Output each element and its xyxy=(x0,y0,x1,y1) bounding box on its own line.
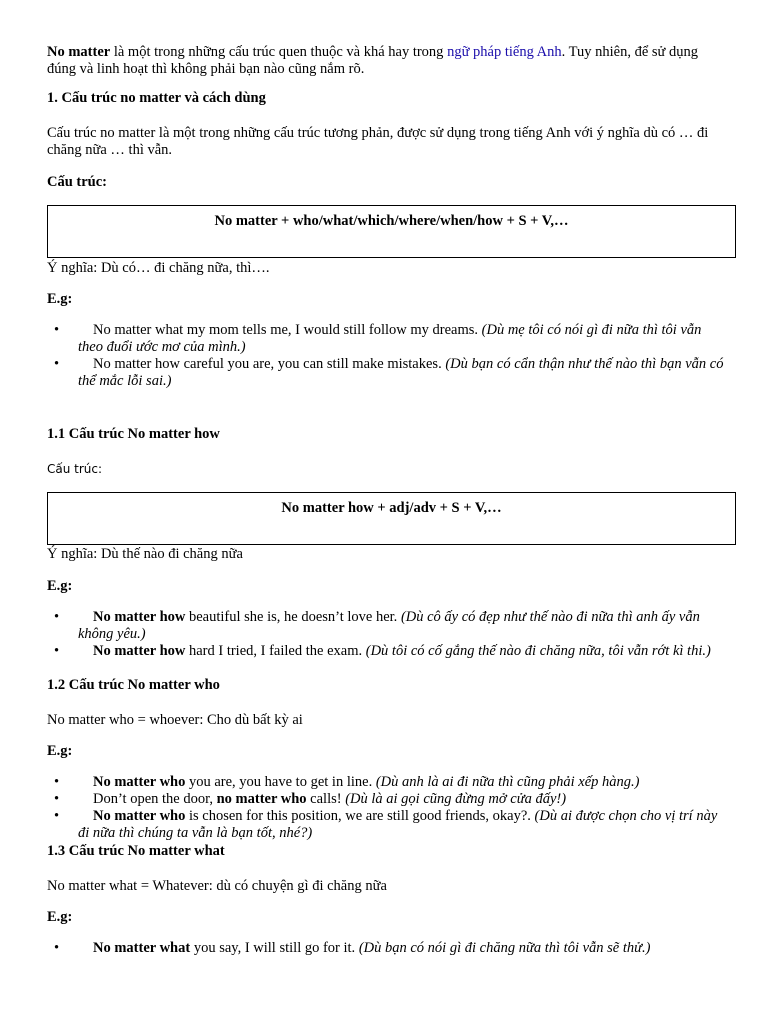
section-1-3-description: No matter what = Whatever: dù có chuyện gì đi chăng nữa xyxy=(47,878,387,894)
section-1-3-eg-label: E.g: xyxy=(47,909,73,925)
section-1-1-formula: No matter how + adj/adv + S + V,… xyxy=(281,500,502,516)
section-1-formula: No matter + who/what/which/where/when/how + S + V,… xyxy=(214,213,569,229)
example-en-prefix: Don’t open the door, xyxy=(93,791,217,807)
section-1-structure-label: Cấu trúc: xyxy=(47,174,108,190)
example-vi: (Dù ai được chọn cho vị trí này đi nữa thì chúng ta vẫn là bạn tốt, nhé?) xyxy=(78,808,718,841)
example-vi: (Dù cô ấy có đẹp như thế nào đi nữa thì anh ấy vẫn không yêu.) xyxy=(78,609,700,642)
example-keyword: no matter who xyxy=(216,791,307,807)
section-1-1-meaning: Ý nghĩa: Dù thế nào đi chăng nữa xyxy=(47,546,243,562)
list-item xyxy=(47,774,727,791)
section-1-1-formula-box xyxy=(47,492,736,545)
section-1-2-description: No matter who = whoever: Cho dù bất kỳ ai xyxy=(47,712,303,728)
section-1-1-example-list xyxy=(47,609,727,660)
example-keyword: No matter how xyxy=(93,609,186,625)
section-1-3-heading: 1.3 Cấu trúc No matter what xyxy=(47,843,225,859)
intro-text-1: là một trong những cấu trúc quen thuộc và khá hay trong xyxy=(110,44,448,60)
example-en: is chosen for this position, we are still good friends, okay?. xyxy=(185,808,535,824)
bullet: • xyxy=(54,808,60,824)
example-vi: (Dù anh là ai đi nữa thì cũng phải xếp hàng.) xyxy=(375,774,640,790)
bullet: • xyxy=(54,940,60,956)
list-item xyxy=(47,356,727,390)
section-1-heading: 1. Cấu trúc no matter và cách dùng xyxy=(47,90,266,106)
example-vi: (Dù bạn có cẩn thận như thế nào thì bạn vẫn có thể mắc lỗi sai.) xyxy=(78,356,724,389)
grammar-link[interactable]: ngữ pháp tiếng Anh xyxy=(447,44,562,60)
bullet: • xyxy=(54,609,60,625)
example-en: calls! xyxy=(306,791,346,807)
bullet: • xyxy=(54,774,60,790)
bullet: • xyxy=(54,356,60,372)
section-1-formula-box xyxy=(47,205,736,258)
intro-text-2: . Tuy nhiên, để sử dụng đúng và linh hoạt thì không phải bạn nào cũng nắm rõ. xyxy=(47,44,699,77)
example-en: you say, I will still go for it. xyxy=(190,940,359,956)
bullet: • xyxy=(54,643,60,659)
example-vi: (Dù mẹ tôi có nói gì đi nữa thì tôi vẫn theo đuổi ước mơ của mình.) xyxy=(78,322,702,355)
example-vi: (Dù bạn có nói gì đi chăng nữa thì tôi vẫn sẽ thử.) xyxy=(358,940,651,956)
example-vi: (Dù là ai gọi cũng đừng mở cửa đấy!) xyxy=(345,791,567,807)
section-1-1-heading: 1.1 Cấu trúc No matter how xyxy=(47,426,220,442)
section-1-meaning: Ý nghĩa: Dù có… đi chăng nữa, thì…. xyxy=(47,260,270,276)
section-1-example-list xyxy=(47,322,727,390)
section-1-2-example-list xyxy=(47,774,727,842)
intro-term: No matter xyxy=(47,44,111,60)
section-1-1-structure-label: Cấu trúc: xyxy=(47,462,103,476)
list-item xyxy=(47,940,727,957)
example-en: No matter how careful you are, you can still make mistakes. xyxy=(93,356,446,372)
example-vi: (Dù tôi có cố gắng thế nào đi chăng nữa, tôi vẫn rớt kì thi.) xyxy=(365,643,711,659)
list-item xyxy=(47,322,727,356)
section-1-2-eg-label: E.g: xyxy=(47,743,73,759)
section-1-eg-label: E.g: xyxy=(47,291,73,307)
bullet: • xyxy=(54,791,60,807)
list-item xyxy=(47,609,727,643)
bullet: • xyxy=(54,322,60,338)
section-1-1-eg-label: E.g: xyxy=(47,578,73,594)
example-keyword: No matter how xyxy=(93,643,186,659)
example-en: No matter what my mom tells me, I would still follow my dreams. xyxy=(93,322,482,338)
example-en: beautiful she is, he doesn’t love her. xyxy=(185,609,401,625)
section-1-3-example-list xyxy=(47,940,727,957)
intro-paragraph xyxy=(47,44,727,78)
section-1-description: Cấu trúc no matter là một trong những cấu trúc tương phản, được sử dụng trong tiếng Anh với ý nghĩa dù có … đi chăng nữa … thì vẫn. xyxy=(47,125,709,158)
example-keyword: No matter what xyxy=(93,940,191,956)
example-en: hard I tried, I failed the exam. xyxy=(185,643,366,659)
list-item xyxy=(47,791,727,808)
example-keyword: No matter who xyxy=(93,808,186,824)
example-keyword: No matter who xyxy=(93,774,186,790)
list-item xyxy=(47,643,727,660)
example-en: you are, you have to get in line. xyxy=(185,774,376,790)
list-item xyxy=(47,808,727,842)
section-1-2-heading: 1.2 Cấu trúc No matter who xyxy=(47,677,220,693)
